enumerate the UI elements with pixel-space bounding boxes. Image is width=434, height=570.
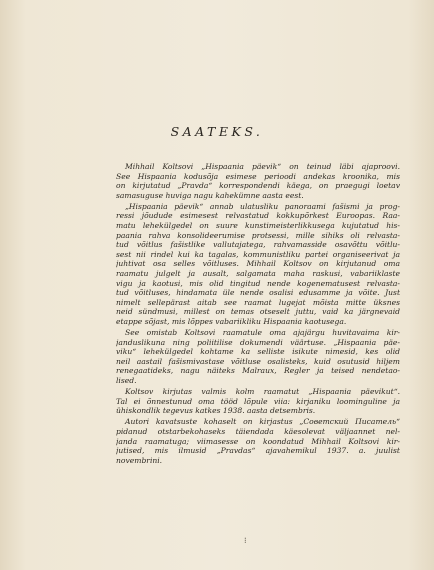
text-line: Autori kavatsuste kohaselt on kirjastus „Советский Писатель“ xyxy=(125,417,400,427)
text-line: novembrini. xyxy=(116,455,163,465)
text-line: Mihhail Koltsovi „Hispaania päevik“ on teinud läbi ajaproovi. xyxy=(125,162,400,171)
text-line: samasuguse huviga nagu kahekümne aasta eest. xyxy=(116,190,304,200)
text-line: etappe sõjast, mis lõppes vabariikliku Hispaania kaotusega. xyxy=(116,317,347,326)
paragraph xyxy=(116,202,400,327)
text-line: See omistab Koltsovi raamatule oma ajajärgu huvitavaima kir- xyxy=(125,328,400,338)
paragraph xyxy=(116,162,400,200)
text-line: juhtivat osa selles võitluses. Mihhail Koltsov on kirjutanud oma xyxy=(116,259,400,269)
text-line: Koltsov kirjutas valmis kolm raamatut „Hispaania päevikut“. xyxy=(125,387,400,397)
text-line: See Hispaania kodusõja esimese perioodi andekas kroonika, mis xyxy=(116,171,400,181)
text-line: renegaatideks, nagu näiteks Malraux, Regler ja teised nendetao- xyxy=(116,366,400,376)
text-line: neil aastail fašismivastase võitluse osalisteks, kuid osutusid hiljem xyxy=(116,356,400,366)
text-line: paania rahva konsolideerumise protsessi, mille sihiks oli relvasta- xyxy=(116,230,400,240)
text-line: janduslikuna ning poliitilise dokumendi väärtuse. „Hispaania päe- xyxy=(116,337,400,347)
text-line: janda raamatuga; viimasesse on koondatud Mihhail Koltsovi kir- xyxy=(116,436,400,446)
text-line: nimelt sellepärast aitab see raamat lugejat mõista mitte üksnes xyxy=(116,297,400,307)
paragraph xyxy=(116,328,400,386)
page-title: SAATEKS. xyxy=(170,124,264,139)
text-line: pidanud otstarbekohaseks täiendada käesolevat väljaannet nel- xyxy=(116,427,400,437)
text-line: jutised, mis ilmusid „Pravdas“ ajavahemikul 1937. a. juulist xyxy=(116,446,400,456)
text-line: ühiskondlik tegevus katkes 1938. aasta detsembris. xyxy=(116,406,316,416)
text-line: matu lehekülgedel on suure kunstimeisterlikkusega kujutatud his- xyxy=(116,221,400,231)
text-line: neid sündmusi, millest on temas otseselt juttu, vaid ka järgnevaid xyxy=(116,307,400,317)
text-line: Tal ei õnnestunud oma tööd lõpule viia: kirjaniku loominguline ja xyxy=(116,396,400,406)
page-marker: ⁝ xyxy=(244,536,247,545)
text-line: raamatu julgelt ja ausalt, salgamata maha raskusi, vabariiklaste xyxy=(116,269,400,279)
text-line: tud võitluses, hindamata üle nende osalisi edusamme ja võite. Just xyxy=(116,288,400,298)
text-line: sest nii rindel kui ka tagalas, kommunistliku partei organiseerivat ja xyxy=(116,249,400,259)
text-line: ressi jõudude esimesest relvastatud kokkupõrkest Euroopas. Raa- xyxy=(116,211,400,221)
text-line: „Hispaania päevik“ annab ulatusliku panoraami fašismi ja prog- xyxy=(125,201,400,211)
text-line: on kirjutatud „Pravda“ korrespondendi käega, on praegugi loetav xyxy=(116,181,400,191)
text-line: vigu ja kaotusi, mis olid tingitud nende kogenematusest relvasta- xyxy=(116,278,400,288)
preface-text xyxy=(116,162,400,467)
paragraph xyxy=(116,417,400,465)
text-line: viku“ lehekülgedel kohtame ka selliste isikute nimesid, kes olid xyxy=(116,347,400,357)
text-line: tud võitlus fašistlike vallutajatega, rahvamasside osavõttu võitlu- xyxy=(116,240,400,250)
text-line: lised. xyxy=(116,376,137,386)
paragraph xyxy=(116,387,400,416)
